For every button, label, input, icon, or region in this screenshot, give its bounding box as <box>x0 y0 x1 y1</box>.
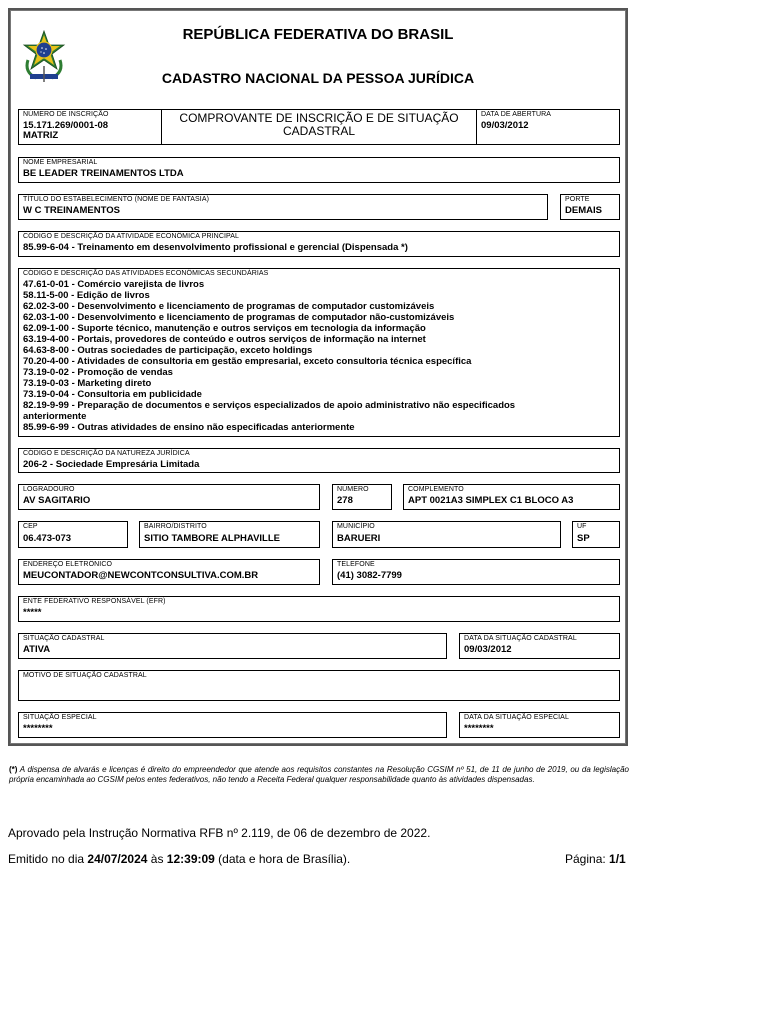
efr-value: ***** <box>23 607 42 618</box>
complemento-label: COMPLEMENTO <box>408 486 464 493</box>
list-item: 82.19-9-99 - Preparação de documentos e serviços especializados de apoio administrativo não especificados anteriormente <box>23 400 516 422</box>
list-item: 70.20-4-00 - Atividades de consultoria em gestão empresarial, exceto consultoria técnica específica <box>23 356 472 367</box>
emission-date: 24/07/2024 <box>87 852 148 866</box>
atividade-principal-label: CÓDIGO E DESCRIÇÃO DA ATIVIDADE ECONÔMICA PRINCIPAL <box>23 233 240 240</box>
emission-suffix: (data e hora de Brasília). <box>214 852 351 866</box>
republic-title: REPÚBLICA FEDERATIVA DO BRASIL <box>182 26 454 43</box>
emission-middle: às <box>147 852 167 866</box>
page-label: Página: <box>565 852 610 866</box>
fantasia-value: W C TREINAMENTOS <box>23 205 120 216</box>
inscricao-label: NÚMERO DE INSCRIÇÃO <box>23 111 109 118</box>
situacao-especial-label: SITUAÇÃO ESPECIAL <box>23 714 97 721</box>
abertura-value: 09/03/2012 <box>481 120 529 131</box>
porte-label: PORTE <box>565 196 590 203</box>
atividades-secundarias-box <box>18 268 620 437</box>
page-value: 1/1 <box>609 852 626 866</box>
list-item: 73.19-0-02 - Promoção de vendas <box>23 367 173 378</box>
telefone-box <box>332 559 620 585</box>
motivo-box <box>18 670 620 701</box>
emission-prefix: Emitido no dia <box>8 852 88 866</box>
situacao-label: SITUAÇÃO CADASTRAL <box>23 635 105 642</box>
list-item: 62.02-3-00 - Desenvolvimento e licenciamento de programas de computador customizáveis <box>23 301 435 312</box>
bairro-label: BAIRRO/DISTRITO <box>144 523 207 530</box>
data-situacao-especial-box <box>459 712 620 738</box>
emission-text <box>8 852 350 866</box>
natureza-label: CÓDIGO E DESCRIÇÃO DA NATUREZA JURÍDICA <box>23 450 190 457</box>
list-item: 73.19-0-04 - Consultoria em publicidade <box>23 389 202 400</box>
situacao-especial-value: ******** <box>23 723 53 734</box>
numero-box <box>332 484 392 510</box>
data-situacao-value: 09/03/2012 <box>464 644 512 655</box>
comprovante-box <box>161 109 477 145</box>
abertura-box <box>476 109 620 145</box>
registry-title: CADASTRO NACIONAL DA PESSOA JURÍDICA <box>161 70 475 86</box>
abertura-label: DATA DE ABERTURA <box>481 111 552 118</box>
email-box <box>18 559 320 585</box>
emission-time: 12:39:09 <box>166 852 215 866</box>
nome-empresarial-value: BE LEADER TREINAMENTOS LTDA <box>23 168 184 179</box>
list-item: 73.19-0-03 - Marketing direto <box>23 378 152 389</box>
logradouro-value: AV SAGITARIO <box>23 495 91 506</box>
atividade-principal-value: 85.99-6-04 - Treinamento em desenvolvimento profissional e gerencial (Dispensada *) <box>23 242 408 253</box>
municipio-box <box>332 521 561 548</box>
telefone-label: TELEFONE <box>337 561 375 568</box>
email-value: MEUCONTADOR@NEWCONTCONSULTIVA.COM.BR <box>23 570 259 581</box>
situacao-especial-box <box>18 712 447 738</box>
list-item: 47.61-0-01 - Comércio varejista de livros <box>23 279 205 290</box>
data-situacao-label: DATA DA SITUAÇÃO CADASTRAL <box>464 635 577 642</box>
fantasia-box <box>18 194 548 220</box>
natureza-box <box>18 448 620 473</box>
cep-value: 06.473-073 <box>23 533 72 544</box>
porte-box <box>560 194 620 220</box>
situacao-box <box>18 633 447 659</box>
cep-box <box>18 521 128 548</box>
atividades-secundarias-label: CÓDIGO E DESCRIÇÃO DAS ATIVIDADES ECONÔMICAS SECUNDÁRIAS <box>23 270 269 277</box>
complemento-box <box>403 484 620 510</box>
comprovante-title <box>162 112 476 138</box>
complemento-value: APT 0021A3 SIMPLEX C1 BLOCO A3 <box>408 495 574 506</box>
footnote-mark: (*) <box>9 765 18 774</box>
inscricao-number: 15.171.269/0001-08 <box>23 120 109 131</box>
page-indicator <box>565 852 626 866</box>
natureza-value: 206-2 - Sociedade Empresária Limitada <box>23 459 200 470</box>
uf-value: SP <box>577 533 590 544</box>
uf-label: UF <box>577 523 587 530</box>
atividades-secundarias-list <box>23 279 615 433</box>
bairro-box <box>139 521 320 548</box>
numero-label: NÚMERO <box>337 486 369 493</box>
cep-label: CEP <box>23 523 38 530</box>
logradouro-label: LOGRADOURO <box>23 486 75 493</box>
telefone-value: (41) 3082-7799 <box>337 570 402 581</box>
list-item: 62.03-1-00 - Desenvolvimento e licenciamento de programas de computador não-customizáveis <box>23 312 455 323</box>
logradouro-box <box>18 484 320 510</box>
list-item: 85.99-6-99 - Outras atividades de ensino não especificadas anteriormente <box>23 422 355 433</box>
list-item: 62.09-1-00 - Suporte técnico, manutenção e outros serviços em tecnologia da informação <box>23 323 426 334</box>
approved-text: Aprovado pela Instrução Normativa RFB nº 2.119, de 06 de dezembro de 2022. <box>8 826 431 840</box>
uf-box <box>572 521 620 548</box>
inscricao-box <box>18 109 162 145</box>
efr-label: ENTE FEDERATIVO RESPONSÁVEL (EFR) <box>23 598 166 605</box>
porte-value: DEMAIS <box>565 205 602 216</box>
numero-value: 278 <box>337 495 353 506</box>
efr-box <box>18 596 620 622</box>
fantasia-label: TÍTULO DO ESTABELECIMENTO (NOME DE FANTASIA) <box>23 196 210 203</box>
list-item: 58.11-5-00 - Edição de livros <box>23 290 150 301</box>
nome-empresarial-box <box>18 157 620 183</box>
comprovante-line1: COMPROVANTE DE INSCRIÇÃO E DE SITUAÇÃO <box>179 111 459 125</box>
municipio-value: BARUERI <box>337 533 381 544</box>
nome-empresarial-label: NOME EMPRESARIAL <box>23 159 98 166</box>
inscricao-type: MATRIZ <box>23 130 59 141</box>
email-label: ENDEREÇO ELETRÔNICO <box>23 561 113 568</box>
footnote <box>9 765 629 785</box>
data-situacao-box <box>459 633 620 659</box>
municipio-label: MUNICÍPIO <box>337 523 375 530</box>
footnote-text: A dispensa de alvarás e licenças é direito do empreendedor que atende aos requisitos constantes na Resolução CGSIM nº 51, de 11 de junho de 2019, ou da legislação própria encaminhada ao CGSIM pelos entes federativos, não tendo a Receita Federal qualquer responsabilidade quanto às atividades dispensadas. <box>9 765 629 784</box>
comprovante-line2: CADASTRAL <box>282 124 356 138</box>
bairro-value: SITIO TAMBORE ALPHAVILLE <box>144 533 280 544</box>
atividade-principal-box <box>18 231 620 257</box>
list-item: 64.63-8-00 - Outras sociedades de participação, exceto holdings <box>23 345 313 356</box>
situacao-value: ATIVA <box>23 644 51 655</box>
list-item: 63.19-4-00 - Portais, provedores de conteúdo e outros serviços de informação na internet <box>23 334 426 345</box>
motivo-label: MOTIVO DE SITUAÇÃO CADASTRAL <box>23 672 147 679</box>
data-situacao-especial-value: ******** <box>464 723 494 734</box>
data-situacao-especial-label: DATA DA SITUAÇÃO ESPECIAL <box>464 714 569 721</box>
